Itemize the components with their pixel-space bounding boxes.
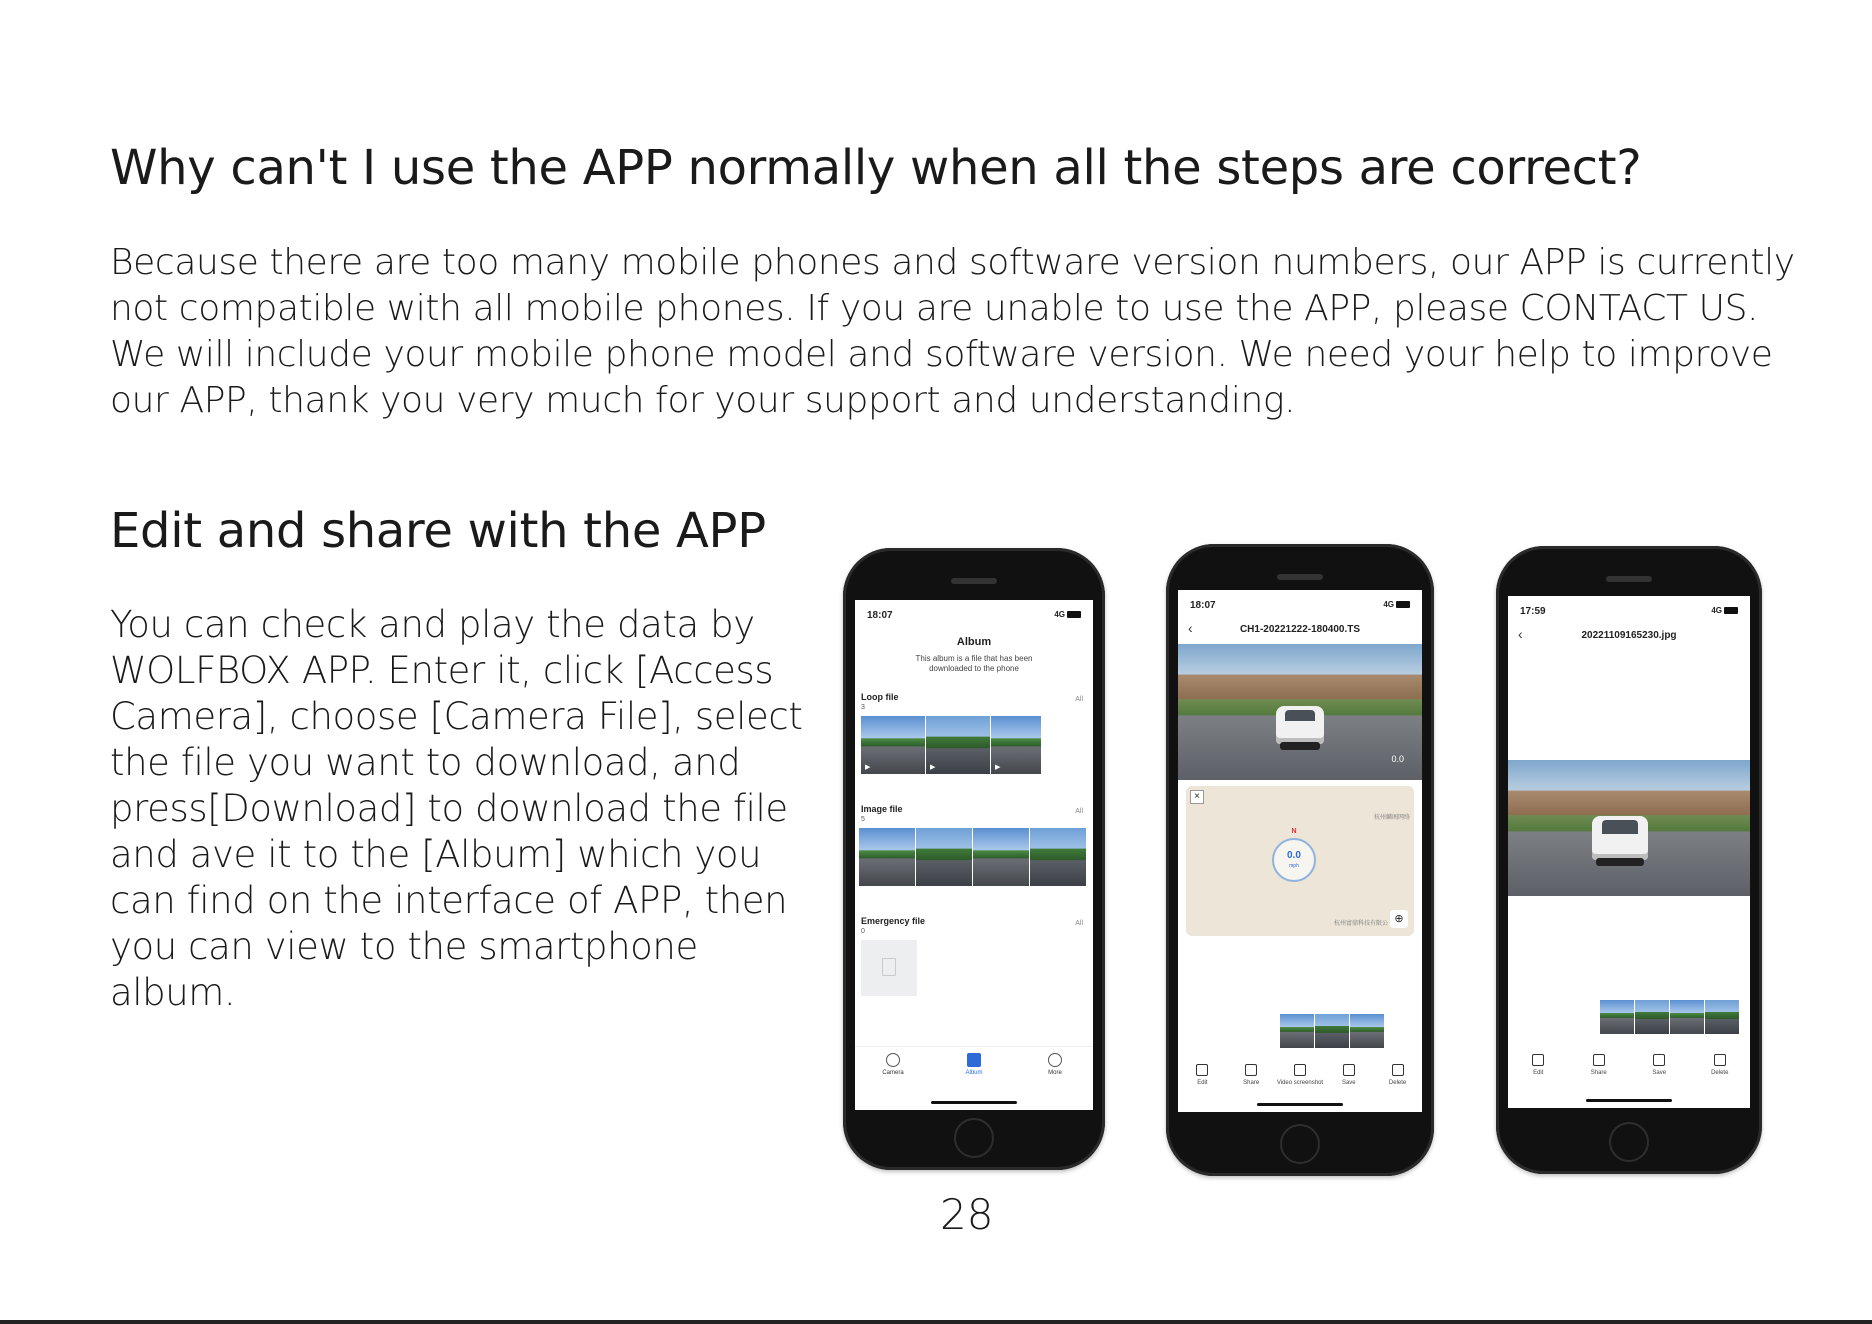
video-thumbnail[interactable]: [991, 716, 1041, 774]
phone-speaker: [951, 578, 997, 584]
status-bar: [867, 610, 1081, 624]
image-file-label[interactable]: Image file: [861, 804, 903, 814]
trash-icon: [1714, 1054, 1726, 1066]
photo-thumbnail: [1635, 1000, 1669, 1034]
speed-readout: 0.0: [1391, 754, 1404, 764]
battery-icon: [1067, 611, 1081, 618]
frame-thumbnail: [1350, 1014, 1384, 1048]
image-file-all-link[interactable]: All: [1075, 808, 1083, 815]
status-time: 17:59: [1520, 606, 1546, 617]
section-heading: Edit and share with the APP: [110, 503, 766, 559]
page-number: 28: [940, 1190, 994, 1239]
image-toolbar: [1508, 1054, 1750, 1076]
phone-speaker: [1606, 576, 1652, 582]
emergency-file-label[interactable]: Emergency file: [861, 916, 926, 926]
status-time: 18:07: [867, 610, 893, 621]
map-place-label: 杭州麟阁网络: [1373, 815, 1410, 821]
album-icon: [967, 1053, 981, 1067]
album-subtitle: This album is a file that has been downloaded to the phone: [915, 654, 1033, 673]
image-thumbnail[interactable]: [916, 828, 972, 886]
tab-more[interactable]: More: [1025, 1053, 1085, 1076]
image-thumbnail[interactable]: [1030, 828, 1086, 886]
image-thumbnail[interactable]: [859, 828, 915, 886]
document-icon: [882, 958, 896, 976]
compass-north: N: [1291, 828, 1297, 835]
loop-file-count: 3: [861, 704, 865, 711]
home-indicator: [1586, 1099, 1672, 1102]
back-chevron-icon[interactable]: ‹: [1188, 620, 1193, 636]
image-thumbnail[interactable]: [973, 828, 1029, 886]
home-indicator: [1257, 1103, 1343, 1106]
share-button[interactable]: Share: [1575, 1054, 1623, 1076]
photo-thumbnail: [1670, 1000, 1704, 1034]
bottom-rule: [0, 1320, 1872, 1324]
speed-compass: [1272, 828, 1316, 882]
close-icon[interactable]: ×: [1190, 790, 1204, 804]
image-filename: 20221109165230.jpg: [1581, 630, 1677, 641]
edit-icon: [1532, 1054, 1544, 1066]
status-time: 18:07: [1190, 600, 1216, 611]
camera-icon: [886, 1053, 900, 1067]
frame-thumbnail: [1315, 1014, 1349, 1048]
phone-speaker: [1277, 574, 1323, 580]
faq-heading: Why can't I use the APP normally when all the steps are correct?: [110, 140, 1642, 196]
save-button[interactable]: Save: [1325, 1064, 1373, 1086]
phone-video: [1166, 544, 1434, 1176]
image-file-thumbnails: [859, 828, 1086, 886]
phone-album: [843, 548, 1105, 1170]
emergency-file-all-link[interactable]: All: [1075, 920, 1083, 927]
loop-file-thumbnails: [861, 716, 1041, 774]
image-file-count: 5: [861, 816, 865, 823]
edit-button[interactable]: Edit: [1178, 1064, 1226, 1086]
share-icon: [1245, 1064, 1257, 1076]
status-signal: 4G: [1711, 606, 1738, 615]
map-place-label: 杭州富鼎科技有限公: [1333, 921, 1388, 927]
status-signal: 4G: [1383, 600, 1410, 609]
car-image: [1276, 706, 1324, 744]
status-bar: [1190, 600, 1410, 614]
timeline-thumbnails[interactable]: [1280, 1014, 1384, 1048]
photo-thumbnail: [1705, 1000, 1739, 1034]
car-image: [1592, 816, 1648, 860]
section-body: You can check and play the data by WOLFBOX APP. Enter it, click [Access Camera], choose [Camera File], select the file you want to download, and press[Download] to download the file and ave it to the [Album] which you can find on the interface of APP, then you can view to the smartphone album.: [110, 603, 803, 1014]
video-preview[interactable]: [1178, 644, 1422, 780]
album-screen: [855, 600, 1093, 1110]
more-icon: [1048, 1053, 1062, 1067]
video-screen: [1178, 590, 1422, 1112]
delete-button[interactable]: Delete: [1374, 1064, 1422, 1086]
video-toolbar: [1178, 1064, 1422, 1086]
trash-icon: [1392, 1064, 1404, 1076]
save-button[interactable]: Save: [1635, 1054, 1683, 1076]
play-icon: ▶: [865, 764, 871, 771]
delete-button[interactable]: Delete: [1696, 1054, 1744, 1076]
tab-album[interactable]: Album: [944, 1053, 1004, 1076]
home-button: [954, 1118, 994, 1158]
edit-icon: [1196, 1064, 1208, 1076]
battery-icon: [1396, 601, 1410, 608]
share-icon: [1593, 1054, 1605, 1066]
status-bar: [1520, 606, 1738, 620]
loop-file-all-link[interactable]: All: [1075, 696, 1083, 703]
photo-thumbnail: [1600, 1000, 1634, 1034]
edit-button[interactable]: Edit: [1514, 1054, 1562, 1076]
video-thumbnail[interactable]: [926, 716, 990, 774]
back-chevron-icon[interactable]: ‹: [1518, 626, 1523, 642]
gps-map[interactable]: [1186, 786, 1414, 936]
compass-speed-unit: mph: [1289, 863, 1299, 869]
video-thumbnail[interactable]: [861, 716, 925, 774]
status-signal: 4G: [1054, 610, 1081, 619]
compass-speed-value: 0.0: [1287, 850, 1301, 861]
home-button: [1280, 1124, 1320, 1164]
bottom-tab-bar: [855, 1046, 1093, 1090]
emergency-file-count: 0: [861, 928, 865, 935]
play-icon: ▶: [930, 764, 936, 771]
battery-icon: [1724, 607, 1738, 614]
empty-file-placeholder: [861, 940, 917, 996]
faq-answer: Because there are too many mobile phones and software version numbers, our APP is currently not compatible with all mobile phones. If you are unable to use the APP, please CONTACT US. We will include your mobile phone model and software version. We need your help to improve our APP, thank you very much for your support and understanding.: [110, 242, 1795, 421]
album-title: Album: [956, 636, 992, 648]
image-screen: [1508, 596, 1750, 1108]
phone-image: [1496, 546, 1762, 1174]
photo-thumbnails[interactable]: [1600, 1000, 1739, 1034]
image-preview[interactable]: [1508, 760, 1750, 896]
camera-icon: [1294, 1064, 1306, 1076]
tab-camera[interactable]: Camera: [863, 1053, 923, 1076]
download-icon: [1343, 1064, 1355, 1076]
screenshot-button[interactable]: Video screenshot: [1276, 1064, 1324, 1086]
download-icon: [1653, 1054, 1665, 1066]
loop-file-label[interactable]: Loop file: [861, 692, 899, 702]
frame-thumbnail: [1280, 1014, 1314, 1048]
home-button: [1609, 1122, 1649, 1162]
locate-icon[interactable]: ⊕: [1390, 910, 1408, 928]
video-filename: CH1-20221222-180400.TS: [1239, 624, 1361, 635]
play-icon: ▶: [995, 764, 1001, 771]
share-button[interactable]: Share: [1227, 1064, 1275, 1086]
home-indicator: [931, 1101, 1017, 1104]
